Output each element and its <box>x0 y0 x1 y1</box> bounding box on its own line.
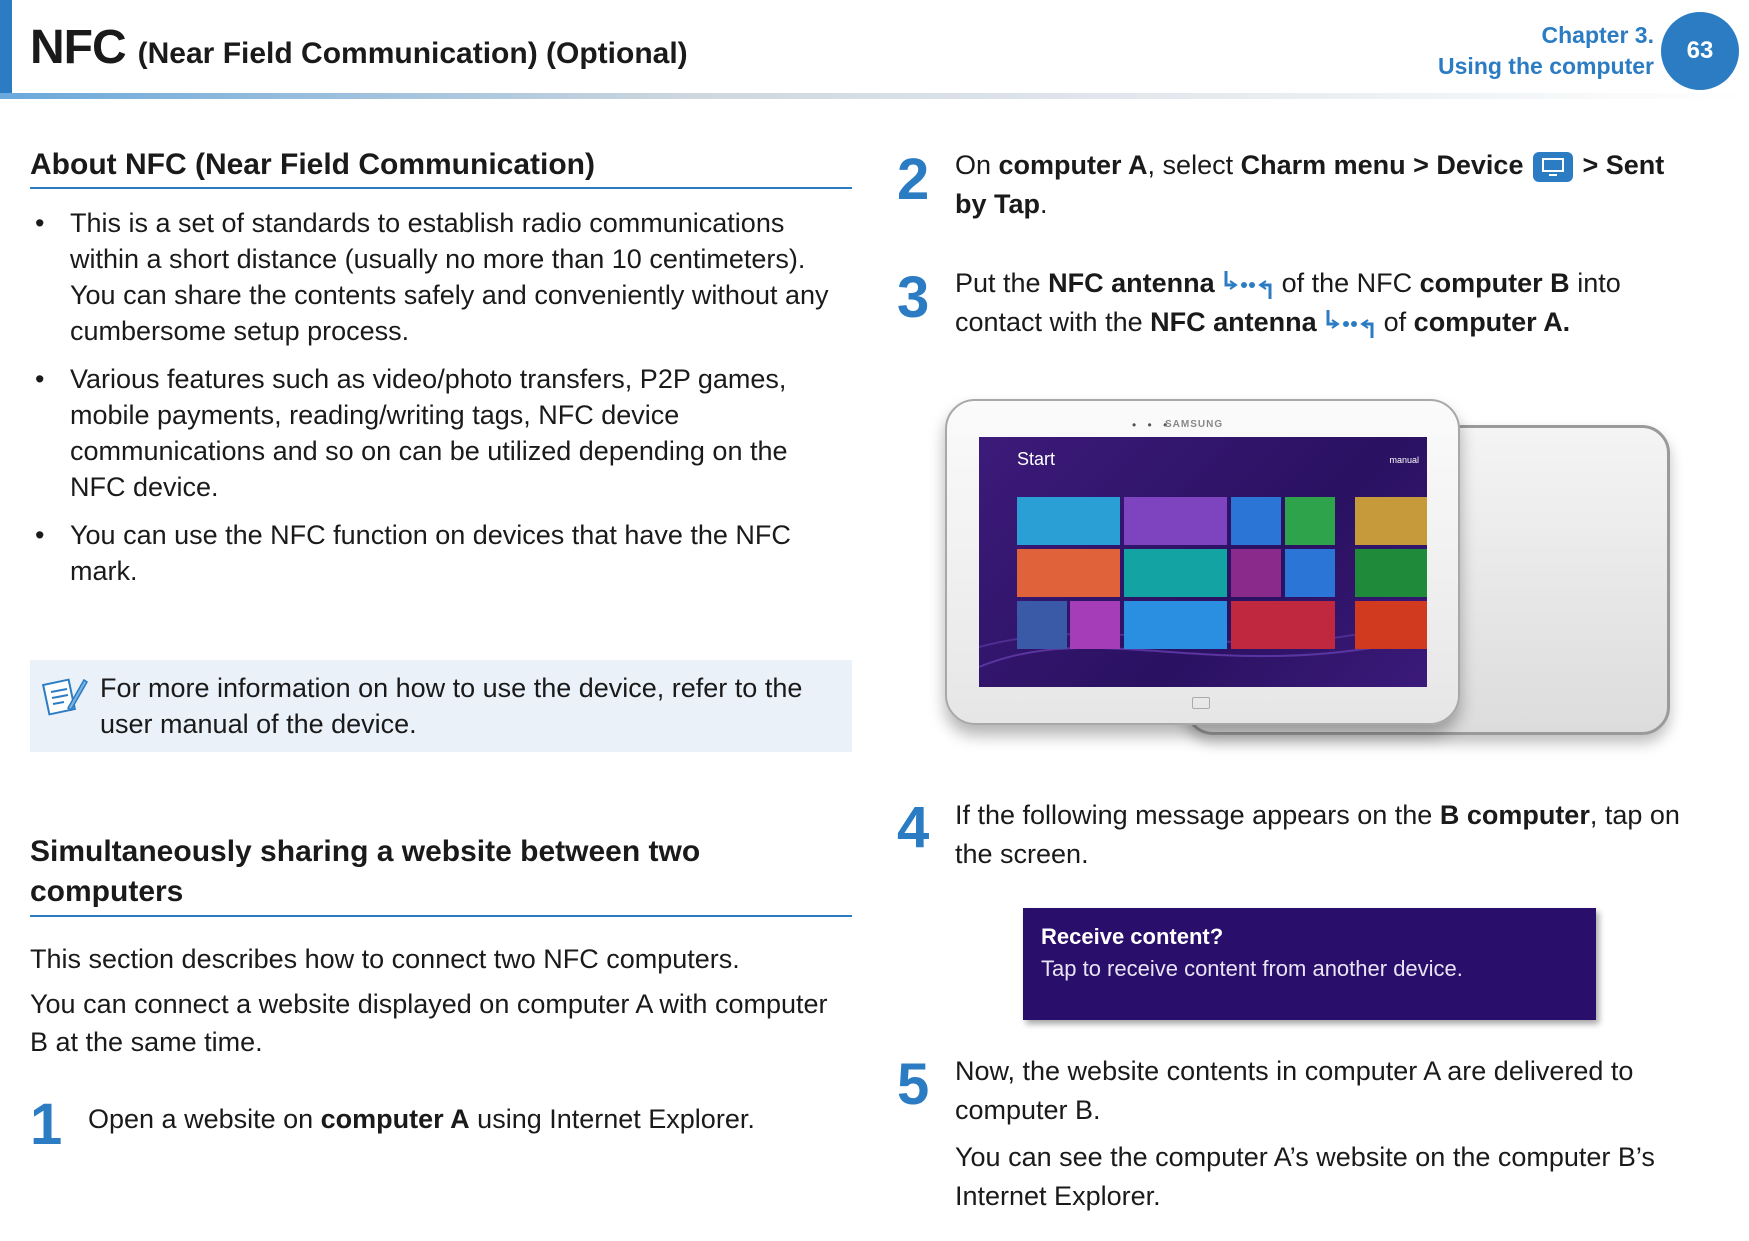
games-tile <box>1355 549 1427 597</box>
people-tile <box>1017 549 1120 597</box>
note-text: For more information on how to use the device, refer to the user manual of the device. <box>100 673 803 739</box>
step-4-text: If the following message appears on the B computer, tap on the screen. <box>955 800 1680 869</box>
page-title-main: NFC <box>30 21 126 74</box>
maps-tile <box>1231 549 1281 597</box>
store-tile <box>1285 497 1335 545</box>
chapter-title: Using the computer <box>1438 53 1654 79</box>
messaging-tile <box>1070 601 1120 649</box>
mail-tile <box>1017 497 1120 545</box>
weather-tile <box>1124 601 1227 649</box>
sharing-intro-2: You can connect a website displayed on computer A with computer B at the same time. <box>30 989 828 1057</box>
skydrive-tile <box>1285 549 1335 597</box>
step-5-number: 5 <box>897 1052 930 1117</box>
step-1-number: 1 <box>30 1092 63 1157</box>
list-item: • You can use the NFC function on devices that have the NFC mark. <box>35 520 791 586</box>
step-2-number: 2 <box>897 147 930 212</box>
about-bullet-list <box>30 205 842 601</box>
about-heading: About NFC (Near Field Communication) <box>30 148 595 181</box>
note-box <box>30 660 852 752</box>
travel-tile <box>1355 497 1427 545</box>
step-4-number: 4 <box>897 795 930 860</box>
news-tile <box>1231 601 1335 649</box>
tablet-screen <box>979 437 1427 687</box>
step-5-subtext: You can see the computer A’s website on the computer B’s Internet Explorer. <box>955 1142 1655 1211</box>
page-title-sub: (Near Field Communication) (Optional) <box>137 37 688 70</box>
photos-tile <box>1124 549 1227 597</box>
desktop-tile <box>1017 601 1067 649</box>
user-label: manual <box>1389 455 1419 465</box>
device-charm-icon <box>1531 150 1575 184</box>
sharing-heading-rule <box>30 915 852 917</box>
receive-content-toast[interactable] <box>1023 908 1596 1020</box>
sharing-intro-1: This section describes how to connect two NFC computers. <box>30 944 740 974</box>
calendar-tile <box>1124 497 1227 545</box>
toast-body: Tap to receive content from another device. <box>1041 956 1463 981</box>
note-pencil-icon <box>42 672 88 718</box>
start-label: Start <box>1017 449 1056 469</box>
music-tile <box>1355 601 1427 649</box>
windows-home-button <box>1192 697 1210 709</box>
chapter-label <box>1438 20 1654 82</box>
about-heading-rule <box>30 187 852 189</box>
sharing-heading: Simultaneously sharing a website between two computers <box>30 835 701 908</box>
nfc-antenna-icon <box>1324 306 1376 342</box>
camera-dots: • • • <box>1132 418 1172 432</box>
step-2-text: On computer A, select Charm menu > Device > Sent by Tap. <box>955 150 1665 219</box>
header-rule <box>0 93 1749 99</box>
page-title <box>30 20 688 75</box>
step-3-text: Put the NFC antenna of the NFC computer B into contact with the NFC antenna of computer A. <box>955 264 1695 342</box>
step-1-text: Open a website on computer A using Internet Explorer. <box>88 1104 755 1134</box>
list-item: • Various features such as video/photo transfers, P2P games, mobile payments, reading/writing tags, NFC device communications and so on can be utilized depending on the NFC device. <box>35 364 788 502</box>
tablets-illustration <box>945 395 1675 745</box>
ie-tile <box>1231 497 1281 545</box>
tablet-brand: SAMSUNG <box>1165 419 1224 430</box>
list-item: • This is a set of standards to establish radio communications within a short distance (usually no more than 10 centimeters). You can share the contents safely and conveniently without any cumbersome setup process. <box>35 208 829 346</box>
toast-title: Receive content? <box>1041 924 1224 949</box>
tablet-a-front <box>945 399 1460 725</box>
nfc-antenna-icon <box>1222 267 1274 303</box>
step-3-number: 3 <box>897 265 930 330</box>
page-number-badge: 63 <box>1661 12 1739 90</box>
header-accent-bar <box>0 0 12 96</box>
chapter-number: Chapter 3. <box>1541 22 1654 48</box>
step-5-text: Now, the website contents in computer A are delivered to computer B. <box>955 1056 1634 1125</box>
